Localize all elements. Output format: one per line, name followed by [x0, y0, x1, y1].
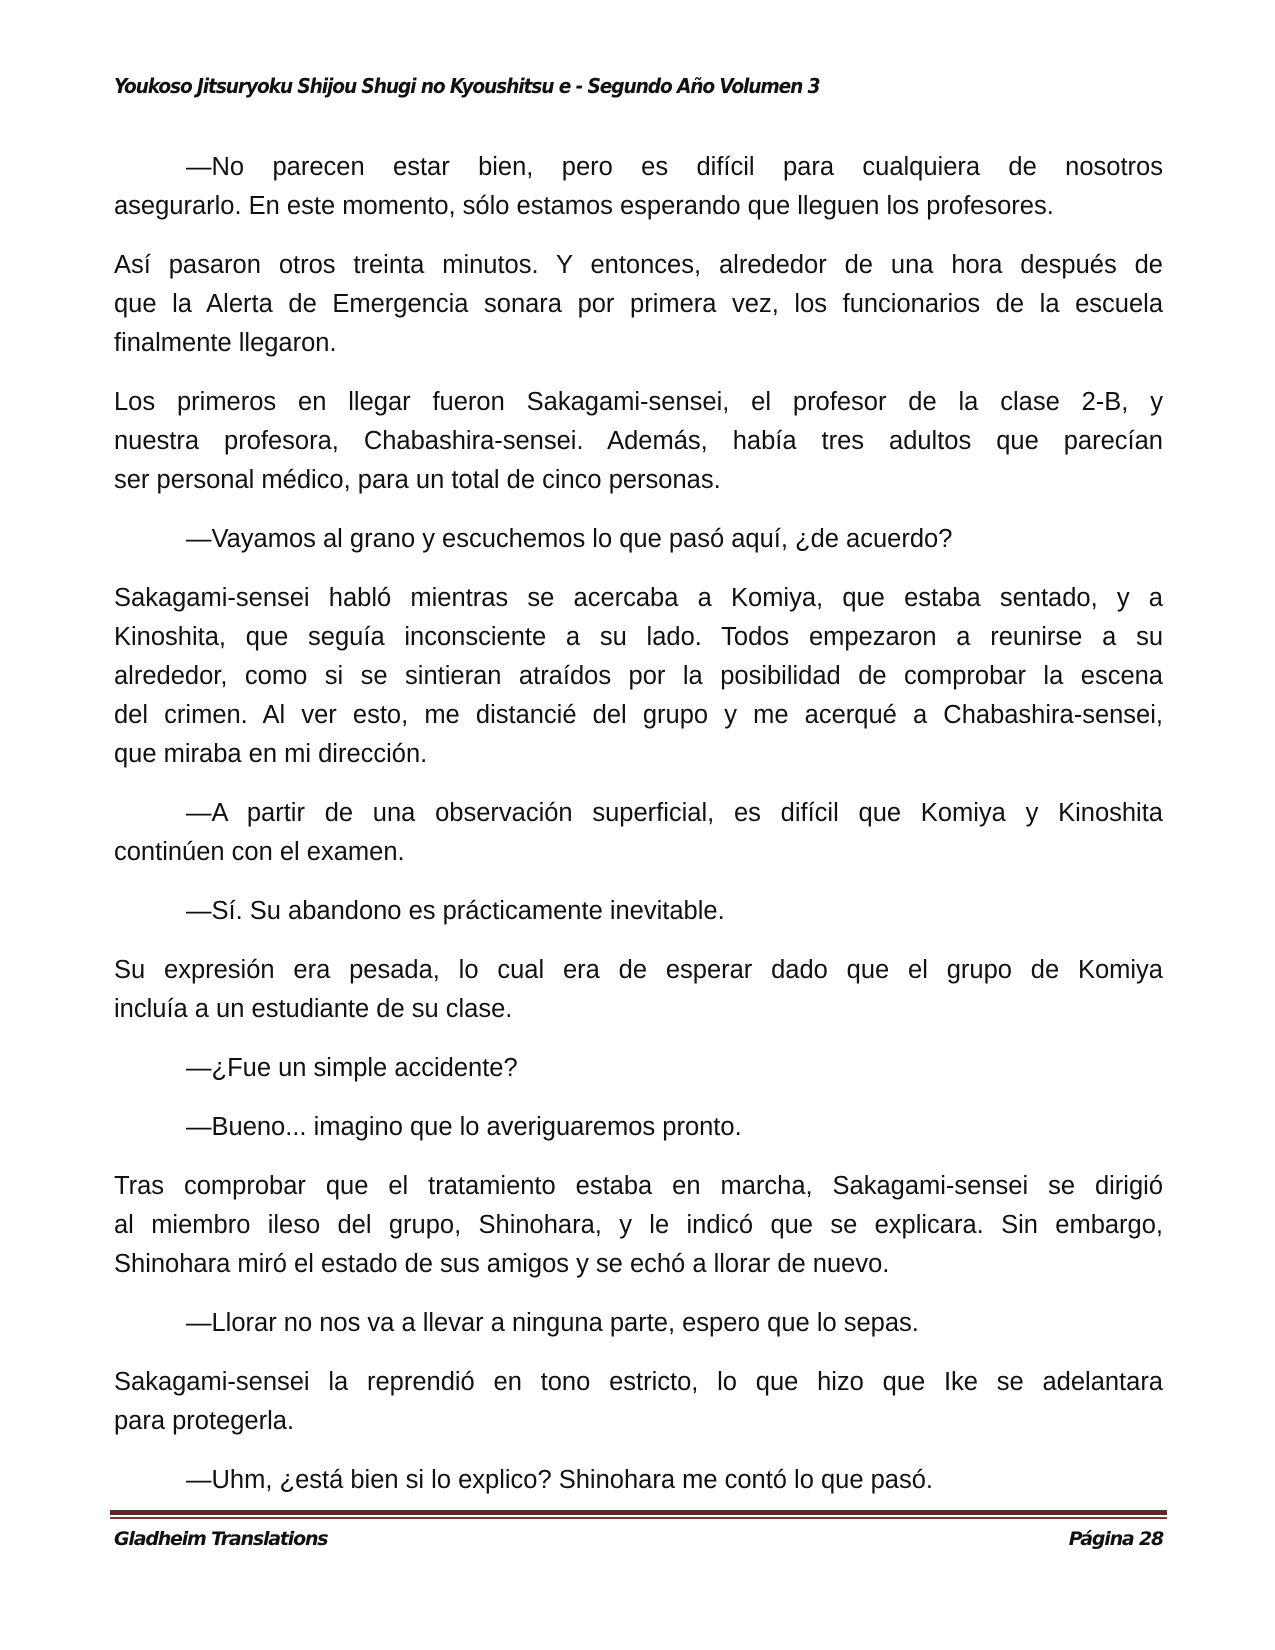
text-line: —A partir de una observación superficial, es difícil que Komiya y Kinoshita — [186, 799, 1163, 827]
paragraph — [114, 1304, 1163, 1343]
text-line: —¿Fue un simple accidente? — [186, 1054, 518, 1082]
paragraph — [114, 1167, 1163, 1284]
page-body — [114, 148, 1163, 1520]
text-line: continúen con el examen. — [114, 838, 405, 866]
paragraph — [114, 579, 1163, 774]
text-line: Su expresión era pesada, lo cual era de esperar dado que el grupo de Komiya — [114, 956, 1163, 984]
text-line: Así pasaron otros treinta minutos. Y entonces, alrededor de una hora después de — [114, 251, 1163, 279]
paragraph — [114, 1108, 1163, 1147]
paragraph — [114, 520, 1163, 559]
text-line: Sakagami-sensei habló mientras se acercaba a Komiya, que estaba sentado, y a — [114, 584, 1163, 612]
text-line: —Sí. Su abandono es prácticamente inevitable. — [186, 897, 725, 925]
page-number: Página 28 — [1068, 1528, 1163, 1550]
paragraph — [114, 892, 1163, 931]
text-line: Sakagami-sensei la reprendió en tono estricto, lo que hizo que Ike se adelantara — [114, 1368, 1163, 1396]
text-line: nuestra profesora, Chabashira-sensei. Además, había tres adultos que parecían — [114, 427, 1163, 455]
text-line: del crimen. Al ver esto, me distancié del grupo y me acerqué a Chabashira-sensei, — [114, 701, 1163, 729]
text-line: que la Alerta de Emergencia sonara por primera vez, los funcionarios de la escuela — [114, 290, 1163, 318]
text-line: para protegerla. — [114, 1407, 295, 1435]
text-line: alrededor, como si se sintieran atraídos por la posibilidad de comprobar la escena — [114, 662, 1163, 690]
text-line: —Uhm, ¿está bien si lo explico? Shinohara me contó lo que pasó. — [186, 1466, 933, 1494]
text-line: —Bueno... imagino que lo averiguaremos pronto. — [186, 1113, 742, 1141]
paragraph — [114, 1461, 1163, 1500]
running-header: Youkoso Jitsuryoku Shijou Shugi no Kyoushitsu e - Segundo Año Volumen 3 — [114, 74, 820, 98]
paragraph — [114, 951, 1163, 1029]
text-line: ser personal médico, para un total de cinco personas. — [114, 466, 721, 494]
text-line: Shinohara miró el estado de sus amigos y se echó a llorar de nuevo. — [114, 1250, 890, 1278]
text-line: finalmente llegaron. — [114, 329, 337, 357]
text-line: asegurarlo. En este momento, sólo estamos esperando que lleguen los profesores. — [114, 192, 1054, 220]
paragraph — [114, 794, 1163, 872]
text-line: Los primeros en llegar fueron Sakagami-sensei, el profesor de la clase 2-B, y — [114, 388, 1163, 416]
text-line: —Vayamos al grano y escuchemos lo que pasó aquí, ¿de acuerdo? — [186, 525, 953, 553]
footer-credit: Gladheim Translations — [114, 1528, 328, 1550]
paragraph — [114, 383, 1163, 500]
text-line: —Llorar no nos va a llevar a ninguna parte, espero que lo sepas. — [186, 1309, 919, 1337]
footer-rule-thin — [110, 1517, 1167, 1519]
paragraph — [114, 148, 1163, 226]
text-line: al miembro ileso del grupo, Shinohara, y le indicó que se explicara. Sin embargo, — [114, 1211, 1163, 1239]
text-line: incluía a un estudiante de su clase. — [114, 995, 513, 1023]
text-line: que miraba en mi dirección. — [114, 740, 428, 768]
footer-rule — [110, 1510, 1167, 1515]
paragraph — [114, 1049, 1163, 1088]
paragraph — [114, 1363, 1163, 1441]
paragraph — [114, 246, 1163, 363]
text-line: —No parecen estar bien, pero es difícil para cualquiera de nosotros — [186, 153, 1163, 181]
text-line: Kinoshita, que seguía inconsciente a su lado. Todos empezaron a reunirse a su — [114, 623, 1163, 651]
text-line: Tras comprobar que el tratamiento estaba en marcha, Sakagami-sensei se dirigió — [114, 1172, 1163, 1200]
